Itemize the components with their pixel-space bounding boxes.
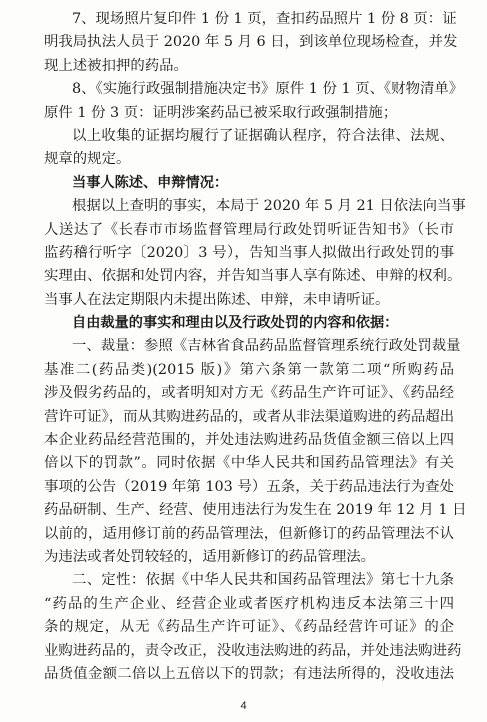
text-line: 以前的，适用修订前的药品管理法，但新修订的药品管理法不认 xyxy=(44,525,454,542)
section-heading xyxy=(44,312,454,335)
paragraph xyxy=(44,195,466,312)
text-line: 二、定性：依据《中华人民共和国药品管理法》第七十九条 xyxy=(72,572,454,589)
text-line: 事项的公告（2019 年第 103 号）五条，关于药品违法行为查处 xyxy=(44,478,454,495)
text-line: 涉及假劣药品的，或者明知对方无《药品生产许可证》、《药品经 xyxy=(44,385,454,402)
text-line: 规章的规定。 xyxy=(44,151,131,168)
text-line: 以上收集的证据均履行了证据确认程序，符合法律、法规、 xyxy=(72,127,454,144)
text-line: “药品的生产企业、经营企业或者医疗机构违反本法第三十四 xyxy=(44,595,454,612)
paragraph xyxy=(44,125,454,172)
section-heading xyxy=(44,172,454,195)
text-line: 人送达了《长春市市场监督管理局行政处罚听证告知书》（长市 xyxy=(44,221,454,238)
text-line: 明我局执法人员于 2020 年 5 月 6 日，到该单位现场检查，并发 xyxy=(44,34,458,51)
text-line: 药品研制、生产、经营、使用违法行为发生在 2019 年 12 月 1 日 xyxy=(44,502,467,519)
text-line: 条的规定，从无《药品生产许可证》、《药品经营许可证》的企 xyxy=(44,619,454,636)
text-line: 8、《实施行政强制措施决定书》原件 1 份 1 页、《财物清单》 xyxy=(72,81,464,98)
text-line: 当事人在法定期限内未提出陈述、申辩，未申请听证。 xyxy=(44,291,390,308)
text-line: 品货值金额二倍以上五倍以下的罚款；有违法所得的，没收违法 xyxy=(44,665,454,682)
paragraph xyxy=(44,8,458,78)
paragraph xyxy=(44,78,464,125)
text-line: 监药稽行听字〔2020〕3 号），告知当事人拟做出行政处罚的事 xyxy=(44,244,454,261)
text-line: 原件 1 份 3 页：证明涉案药品已被采取行政强制措施； xyxy=(44,104,398,121)
paragraph xyxy=(44,335,467,569)
text-line: 本企业药品经营范围的，并处违法购进药品货值金额三倍以上四 xyxy=(44,432,454,449)
text-line: 倍以下的罚款”。同时依据《中华人民共和国药品管理法》有关 xyxy=(44,455,454,472)
page-number: 4 xyxy=(240,700,247,712)
document-body xyxy=(44,8,467,686)
text-line: 7、现场照片复印件 1 份 1 页，查扣药品照片 1 份 8 页：证 xyxy=(72,11,457,27)
text-line: 营许可证》，而从其购进药品的，或者从非法渠道购进的药品超出 xyxy=(44,408,455,425)
text-line: 当事人陈述、申辩情况： xyxy=(72,174,229,191)
text-line: 业购进药品的，责令改正，没收违法购进的药品，并处违法购进药 xyxy=(44,642,462,659)
text-line: 根据以上查明的事实，本局于 2020 年 5 月 21 日依法向当事 xyxy=(72,198,466,215)
text-line: 现上述被扣押的药品。 xyxy=(44,57,188,74)
text-line: 自由裁量的事实和理由以及行政处罚的内容和依据： xyxy=(72,315,399,332)
text-line: 为违法或者处罚较轻的，适用新修订的药品管理法。 xyxy=(44,548,375,565)
text-line: 一、裁量：参照《吉林省食品药品监督管理系统行政处罚裁量 xyxy=(72,338,461,355)
text-line: 实理由、依据和处罚内容，并告知当事人享有陈述、申辩的权利。 xyxy=(44,268,462,285)
paragraph xyxy=(44,569,462,686)
text-line: 基准二(药品类)(2015 版)》第六条第一款第二项“所购药品 xyxy=(44,361,454,378)
